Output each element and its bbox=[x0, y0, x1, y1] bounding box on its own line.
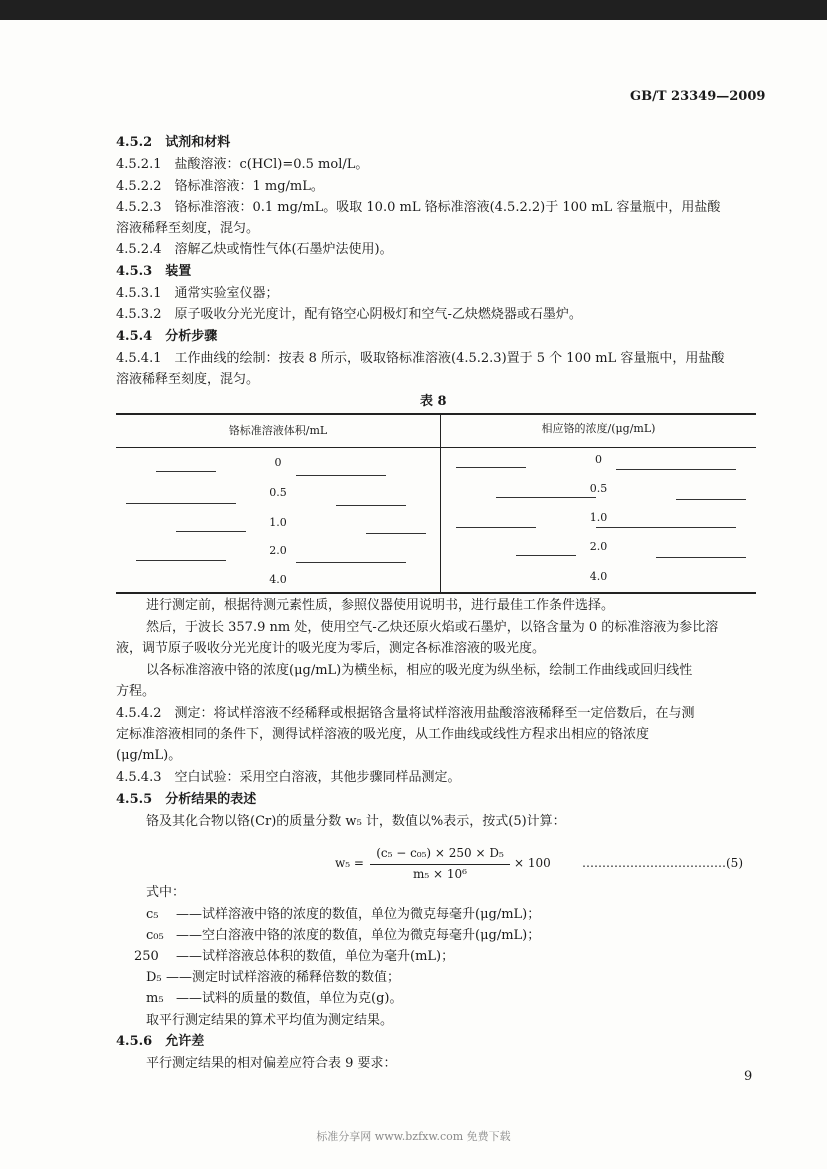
formula-denominator: m₅ × 10⁶ bbox=[413, 867, 467, 881]
table-cell: 1.0 bbox=[269, 516, 287, 529]
clause: 4.5.3.2 原子吸收分光光度计，配有铬空心阴极灯和空气-乙炔燃烧器或石墨炉。 bbox=[116, 307, 582, 322]
clause-continued: 溶液稀释至刻度，混匀。 bbox=[116, 372, 260, 387]
table-cell: 0.5 bbox=[269, 486, 287, 499]
variable-definition: ——试样溶液总体积的数值，单位为毫升(mL)； bbox=[176, 949, 455, 964]
table-cell: 4.0 bbox=[589, 570, 608, 583]
clause: 4.5.2.4 溶解乙炔或惰性气体(石墨炉法使用)。 bbox=[116, 242, 393, 257]
paragraph: 取平行测定结果的算术平均值为测定结果。 bbox=[146, 1013, 394, 1028]
clause: 4.5.2.2 铬标准溶液：1 mg/mL。 bbox=[116, 179, 324, 194]
table-cell: 1.0 bbox=[589, 511, 608, 524]
paragraph: 进行测定前，根据待测元素性质，参照仪器使用说明书，进行最佳工作条件选择。 bbox=[146, 598, 615, 613]
variable-symbol: 250 bbox=[134, 949, 159, 964]
table-cell: 2.0 bbox=[269, 544, 287, 557]
variable-definition: ——试料的质量的数值，单位为克(g)。 bbox=[176, 991, 403, 1006]
formula-number: ………………………………(5) bbox=[582, 856, 743, 870]
variable-definition: ——试样溶液中铬的浓度的数值，单位为微克每毫升(μg/mL)； bbox=[176, 907, 541, 922]
paragraph: 铬及其化合物以铬(Cr)的质量分数 w₅ 计，数值以%表示，按式(5)计算： bbox=[146, 814, 566, 829]
table-header-concentration: 相应铬的浓度/(μg/mL) bbox=[541, 422, 656, 435]
table-cell: 4.0 bbox=[269, 573, 287, 586]
paragraph: 平行测定结果的相对偏差应符合表 9 要求： bbox=[146, 1056, 397, 1071]
paragraph: 以各标准溶液中铬的浓度(μg/mL)为横坐标，相应的吸光度为纵坐标，绘制工作曲线或回归线性 bbox=[146, 663, 693, 678]
where-label: 式中： bbox=[146, 885, 186, 900]
clause: 4.5.2.1 盐酸溶液：c(HCl)=0.5 mol/L。 bbox=[116, 157, 369, 172]
table-8 bbox=[116, 413, 756, 594]
paragraph: 然后，于波长 357.9 nm 处，使用空气-乙炔还原火焰或石墨炉，以铬含量为 0 的标准溶液为参比溶 bbox=[146, 620, 719, 635]
clause: 4.5.4.2 测定：将试样溶液不经稀释或根据铬含量将试样溶液用盐酸溶液稀释至一定倍数后，在与测 bbox=[116, 706, 695, 721]
table-caption: 表 8 bbox=[420, 394, 447, 409]
formula-fraction-bar bbox=[370, 864, 510, 865]
variable-symbol: m₅ bbox=[146, 991, 164, 1006]
section-heading: 4.5.6 允许差 bbox=[116, 1034, 205, 1049]
table-cell: 0 bbox=[595, 453, 602, 466]
table-cell: 0 bbox=[274, 456, 282, 469]
section-heading: 4.5.2 试剂和材料 bbox=[116, 135, 231, 150]
clause-continued: (μg/mL)。 bbox=[116, 748, 182, 763]
variable-definition: ——空白溶液中铬的浓度的数值，单位为微克每毫升(μg/mL)； bbox=[176, 928, 541, 943]
page-number: 9 bbox=[744, 1069, 753, 1084]
section-heading: 4.5.5 分析结果的表述 bbox=[116, 792, 257, 807]
paragraph-continued: 液，调节原子吸收分光光度计的吸光度为零后，测定各标准溶液的吸光度。 bbox=[116, 641, 546, 656]
clause-continued: 溶液稀释至刻度，混匀。 bbox=[116, 221, 260, 236]
formula-numerator: (c₅ − c₀₅) × 250 × D₅ bbox=[376, 846, 504, 860]
clause: 4.5.4.3 空白试验：采用空白溶液，其他步骤同样品测定。 bbox=[116, 770, 461, 785]
table-header-volume: 铬标准溶液体积/mL bbox=[228, 424, 328, 437]
variable-definition: ——测定时试样溶液的稀释倍数的数值； bbox=[166, 970, 401, 985]
scan-top-edge bbox=[0, 0, 827, 20]
variable-symbol: D₅ bbox=[146, 970, 162, 985]
clause: 4.5.3.1 通常实验室仪器； bbox=[116, 286, 279, 301]
standard-number: GB/T 23349—2009 bbox=[630, 89, 766, 104]
table-cell: 0.5 bbox=[589, 482, 608, 495]
watermark: 标准分享网 www.bzfxw.com 免费下载 bbox=[316, 1130, 511, 1143]
section-heading: 4.5.3 装置 bbox=[116, 264, 192, 279]
clause-continued: 定标准溶液相同的条件下，测得试样溶液的吸光度，从工作曲线或线性方程求出相应的铬浓度 bbox=[116, 727, 650, 742]
variable-symbol: c₀₅ bbox=[146, 928, 164, 943]
clause: 4.5.2.3 铬标准溶液：0.1 mg/mL。吸取 10.0 mL 铬标准溶液(4.5.2.2)于 100 mL 容量瓶中，用盐酸 bbox=[116, 200, 721, 215]
table-cell: 2.0 bbox=[589, 540, 608, 553]
paragraph-continued: 方程。 bbox=[116, 684, 156, 699]
formula-lhs: w₅ = bbox=[335, 856, 364, 870]
clause: 4.5.4.1 工作曲线的绘制：按表 8 所示，吸取铬标准溶液(4.5.2.3)置于 5 个 100 mL 容量瓶中，用盐酸 bbox=[116, 351, 725, 366]
section-heading: 4.5.4 分析步骤 bbox=[116, 329, 218, 344]
formula-tail: × 100 bbox=[514, 856, 551, 870]
variable-symbol: c₅ bbox=[146, 907, 159, 922]
